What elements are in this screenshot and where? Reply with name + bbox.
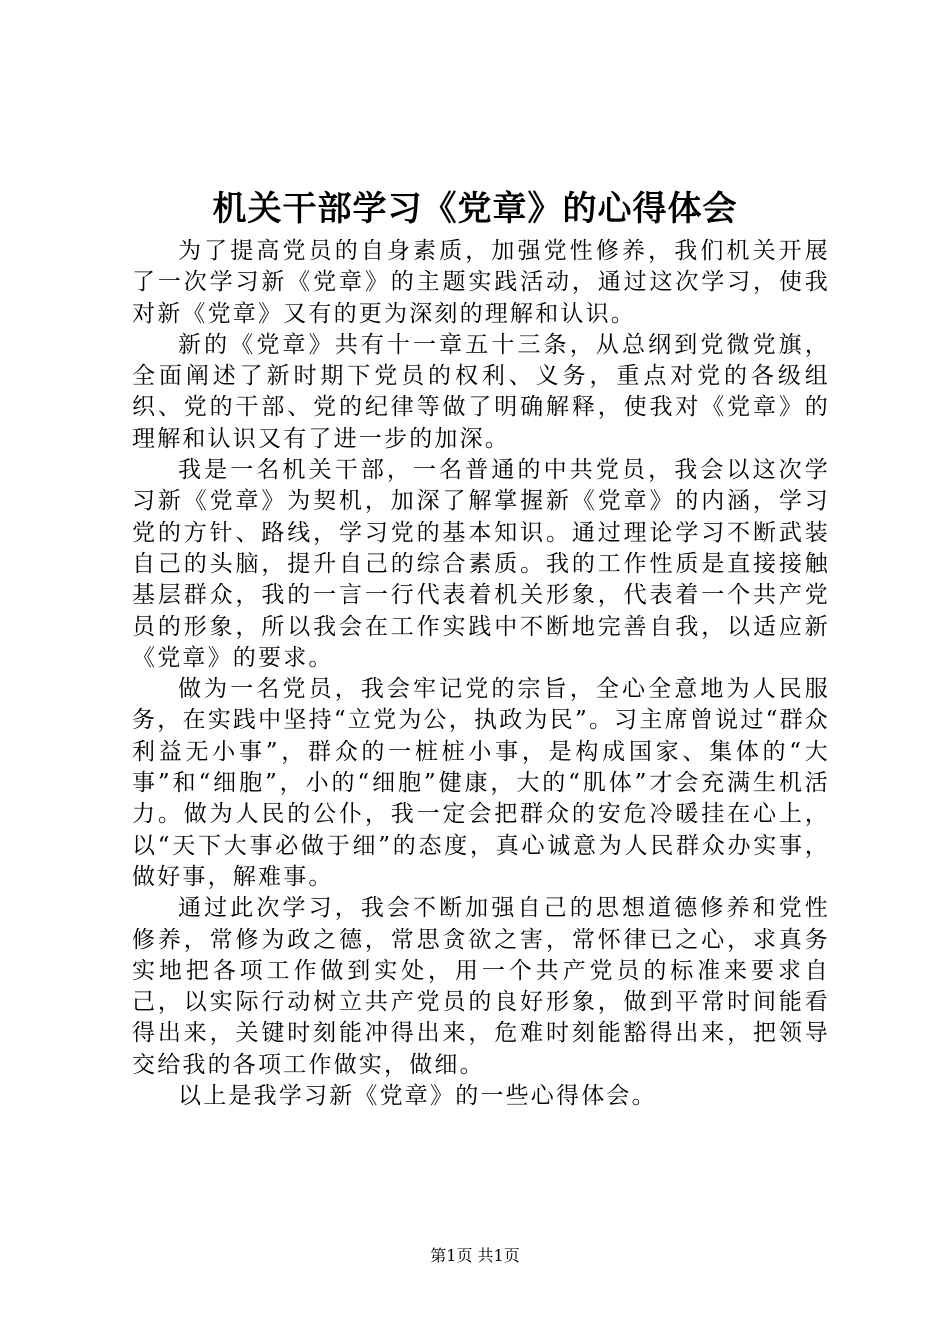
paragraph: 新的《党章》共有十一章五十三条，从总纲到党微党旗，全面阐述了新时期下党员的权利、义务，重点对党的各级组织、党的干部、党的纪律等做了明确解释，使我对《党章》的理解和认识又有了进一步的加深。 (132, 331, 830, 452)
paragraph: 我是一名机关干部，一名普通的中共党员，我会以这次学习新《党章》为契机，加深了解掌握新《党章》的内涵，学习党的方针、路线，学习党的基本知识。通过理论学习不断武装自己的头脑，提升自己的综合素质。我的工作性质是直接接触基层群众，我的一言一行代表着机关形象，代表着一个共产党员的形象，所以我会在工作实践中不断地完善自我，以适应新《党章》的要求。 (132, 457, 830, 671)
page-number-footer: 第1页 共1页 (430, 1246, 520, 1265)
paragraph: 通过此次学习，我会不断加强自己的思想道德修养和党性修养，常修为政之德，常思贪欲之害，常怀律已之心，求真务实地把各项工作做到实处，用一个共产党员的标准来要求自己，以实际行动树立共产党员的良好形象，做到平常时间能看得出来，关键时刻能冲得出来，危难时刻能豁得出来，把领导交给我的各项工作做实，做细。 (132, 895, 830, 1078)
document-body (132, 236, 830, 1112)
document-title: 机关干部学习《党章》的心得体会 (212, 189, 738, 229)
paragraph: 做为一名党员，我会牢记党的宗旨，全心全意地为人民服务，在实践中坚持“立党为公，执政为民”。习主席曾说过“群众利益无小事”，群众的一桩桩小事，是构成国家、集体的“大事”和“细胞”，小的“细胞”健康，大的“肌体”才会充满生机活力。做为人民的公仆，我一定会把群众的安危冷暖挂在心上，以“天下大事必做于细”的态度，真心诚意为人民群众办实事，做好事，解难事。 (132, 676, 830, 890)
paragraph: 以上是我学习新《党章》的一些心得体会。 (178, 1083, 657, 1110)
paragraph: 为了提高党员的自身素质，加强党性修养，我们机关开展了一次学习新《党章》的主题实践活动，通过这次学习，使我对新《党章》又有的更为深刻的理解和认识。 (132, 238, 830, 327)
